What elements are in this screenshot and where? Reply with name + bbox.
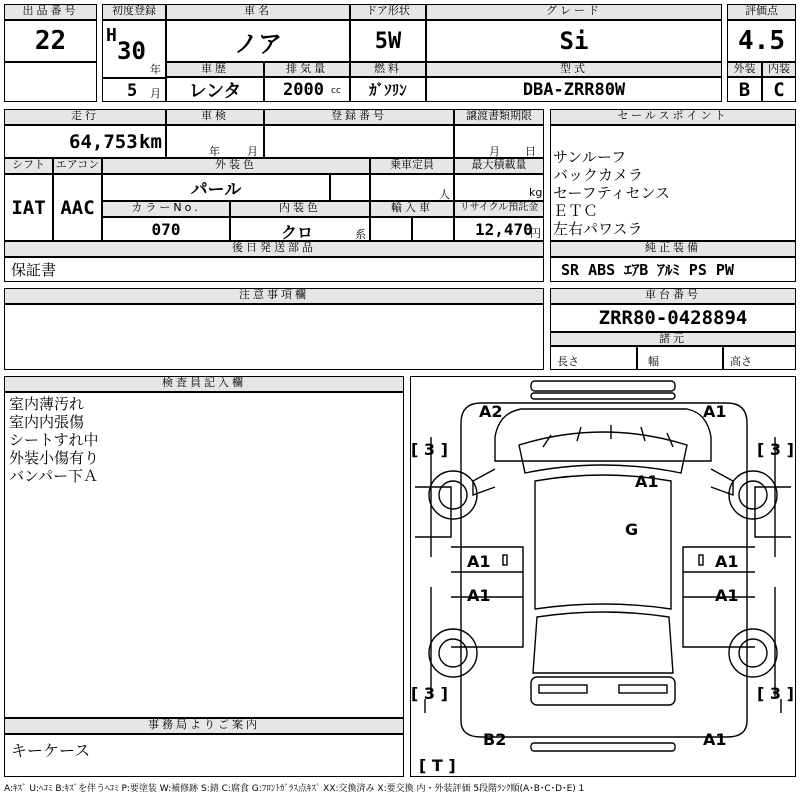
recycle-cell: [454, 217, 544, 241]
inspection-header: 車検: [166, 109, 264, 125]
displacement-value: 2000: [283, 80, 324, 100]
int-color-header: 内装色: [230, 201, 370, 217]
year-unit: 年: [150, 63, 161, 76]
ext-color-header: 外装色: [102, 158, 370, 174]
exterior-header: 外装: [727, 62, 762, 77]
office-note: キーケース: [4, 734, 404, 777]
tire-rear-right: [ 3 ]: [757, 684, 794, 703]
recycle-value: 12,470: [475, 220, 533, 239]
capacity-unit: 人: [439, 188, 450, 201]
month-unit: 月: [150, 87, 161, 100]
exterior-grade: B: [727, 77, 762, 102]
inspector-header: 検査員記入欄: [4, 376, 404, 392]
month-cell: [102, 78, 166, 102]
sales-point-item: 左右パワスラ: [553, 220, 643, 238]
max-load-cell: [454, 174, 544, 201]
int-color-suffix: 系: [355, 228, 366, 241]
sales-points-header: セールスポイント: [550, 109, 796, 125]
lot-no-blank: [4, 62, 97, 102]
dmg-front-left: A2: [479, 402, 503, 421]
fuel-value: ｶﾞｿﾘﾝ: [350, 77, 426, 102]
model-value: DBA-ZRR80W: [426, 77, 722, 102]
inspector-notes: [4, 392, 404, 718]
later-parts-header: 後日発送部品: [4, 241, 544, 257]
import-header: 輸入車: [370, 201, 454, 217]
notes-header: 注意事項欄: [4, 288, 544, 304]
spec-length: [550, 346, 637, 370]
door-value: 5W: [350, 20, 426, 62]
inspection-cell: [166, 125, 264, 158]
aircon-value: AAC: [53, 174, 102, 241]
month-value: 5: [127, 81, 138, 101]
recycle-header: リサイクル預託金: [454, 201, 544, 217]
max-load-header: 最大積載量: [454, 158, 544, 174]
legend-text: A:ｷｽﾞ U:ﾍｺﾐ B:ｷｽﾞを伴うﾍｺﾐ P:要塗装 W:補修跡 S:錆 C:腐食 G:ﾌﾛﾝﾄｶﾞﾗｽ点ｷｽﾞ XX:交換済み X:要交換 内・外装評価 5段階ﾗﾝｸ順(A･B･C･D･E) 1: [4, 784, 585, 794]
spec-height: [723, 346, 796, 370]
tire-front-left: [ 3 ]: [411, 440, 448, 459]
car-diagram-panel: [410, 376, 796, 777]
interior-header: 内装: [762, 62, 796, 77]
reg-no-value: [264, 125, 454, 158]
transfer-deadline-header: 譲渡書類期限: [454, 109, 544, 125]
insp-month-unit: 月: [247, 145, 258, 158]
int-color-value: クロ: [281, 223, 314, 241]
chassis-header: 車台番号: [550, 288, 796, 304]
inspector-note: 室内薄汚れ: [9, 395, 85, 413]
dmg-right-rear-door: A1: [715, 586, 739, 605]
displacement-unit: cc: [331, 86, 341, 96]
first-reg-value: [102, 20, 166, 78]
chassis-no: ZRR80-0428894: [550, 304, 796, 332]
ext-color-value: パール: [102, 174, 330, 201]
load-unit: kg: [529, 186, 543, 199]
sales-point-item: ＥＴＣ: [553, 202, 599, 220]
recycle-unit: 円: [530, 227, 541, 240]
spec-width: [637, 346, 723, 370]
color-no-value: 070: [102, 217, 230, 241]
lot-no-header: 出品番号: [4, 4, 97, 20]
interior-grade: C: [762, 77, 796, 102]
later-parts-value: 保証書: [4, 257, 544, 282]
mileage-cell: [4, 125, 166, 158]
door-header: ドア形状: [350, 4, 426, 20]
dmg-rear-right: A1: [703, 730, 727, 749]
capacity-header: 乗車定員: [370, 158, 454, 174]
dmg-roof: G: [625, 520, 639, 539]
grade-value: Si: [426, 20, 722, 62]
displacement-cell: [264, 77, 350, 102]
score-header: 評価点: [727, 4, 796, 20]
mileage-header: 走行: [4, 109, 166, 125]
history-value: レンタ: [166, 77, 264, 102]
dmg-front-right: A1: [703, 402, 727, 421]
inspector-note: 外装小傷有り: [9, 449, 100, 467]
capacity-cell: [370, 174, 454, 201]
car-diagram: [411, 377, 795, 776]
dmg-right-front-door: A1: [715, 552, 739, 571]
sales-point-item: サンルーフ: [553, 148, 627, 166]
oem-items: SR ABS ｴｱB ｱﾙﾐ PS PW: [550, 257, 796, 282]
transfer-deadline-cell: [454, 125, 544, 158]
doc-month-unit: 月: [489, 145, 500, 158]
aircon-header: エアコン: [53, 158, 102, 174]
specs-header: 諸元: [550, 332, 796, 346]
spec-length-label: 長さ: [557, 355, 579, 368]
dmg-left-rear-door: A1: [467, 586, 491, 605]
score-value: 4.5: [727, 20, 796, 62]
oem-header: 純正装備: [550, 241, 796, 257]
inspector-note: シートすれ中: [9, 431, 99, 449]
displacement-header: 排気量: [264, 62, 350, 77]
color-no-header: カラーNo.: [102, 201, 230, 217]
tire-front-right: [ 3 ]: [757, 440, 794, 459]
lot-no-value: 22: [4, 20, 97, 62]
year-value: 30: [117, 37, 146, 65]
office-header: 事務局よりご案内: [4, 718, 404, 734]
import-cell-a: [370, 217, 412, 241]
dmg-hood: A1: [635, 472, 659, 491]
car-name-header: 車名: [166, 4, 350, 20]
model-header: 型式: [426, 62, 722, 77]
spec-width-label: 幅: [648, 355, 659, 368]
tire-rear-left: [ 3 ]: [411, 684, 448, 703]
ext-color-extra: [330, 174, 370, 201]
spec-height-label: 高さ: [730, 355, 752, 368]
shift-value: IAT: [4, 174, 53, 241]
mileage-value: 64,753: [69, 131, 138, 153]
fuel-header: 燃料: [350, 62, 426, 77]
dmg-rear-left: B2: [483, 730, 507, 749]
sales-point-item: バックカメラ: [553, 166, 644, 184]
import-cell-b: [412, 217, 454, 241]
grade-header: グレード: [426, 4, 722, 20]
dmg-left-front-door: A1: [467, 552, 491, 571]
notes-body: [4, 304, 544, 370]
doc-day-unit: 日: [525, 145, 536, 158]
insp-year-unit: 年: [209, 145, 220, 158]
car-name-value: ノア: [166, 20, 350, 62]
shift-header: シフト: [4, 158, 53, 174]
first-reg-header: 初度登録: [102, 4, 166, 20]
int-color-cell: [230, 217, 370, 241]
inspector-note: 室内内張傷: [9, 413, 85, 431]
sales-point-item: セーフティセンス: [553, 184, 671, 202]
history-header: 車歴: [166, 62, 264, 77]
sales-points-list: [550, 125, 796, 241]
mileage-unit: km: [139, 131, 162, 153]
tire-spare: [ T ]: [419, 756, 456, 775]
reg-no-header: 登録番号: [264, 109, 454, 125]
inspector-note: バンパー下Ａ: [9, 467, 98, 485]
era-value: H: [106, 25, 117, 46]
